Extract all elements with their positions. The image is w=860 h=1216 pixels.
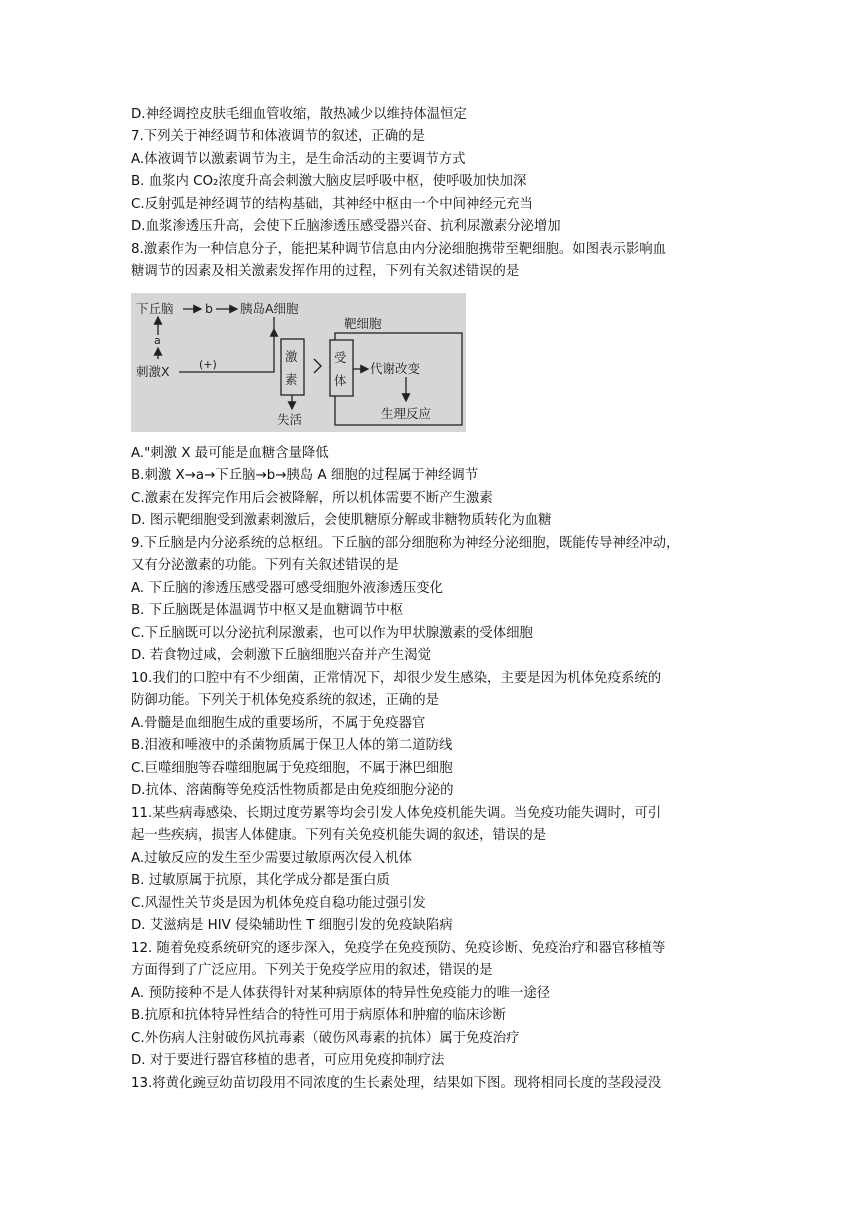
q9-option-a: A. 下丘脑的渗透压感受器可感受细胞外液渗透压变化 <box>131 581 444 596</box>
question-9-stem-line-2: 又有分泌激素的功能。下列有关叙述错误的是 <box>131 558 399 573</box>
hormone-char-2: 素 <box>285 372 298 387</box>
q11-option-d: D. 艾滋病是 HIV 侵染辅助性 T 细胞引发的免疫缺陷病 <box>131 918 453 933</box>
receptor-char-2: 体 <box>334 373 347 388</box>
q10-option-d: D.抗体、溶菌酶等免疫活性物质都是由免疫细胞分泌的 <box>131 783 454 798</box>
question-12-stem-line-2: 方面得到了广泛应用。下列关于免疫学应用的叙述，错误的是 <box>131 963 493 978</box>
question-11-stem-line-1: 11.某些病毒感染、长期过度劳累等均会引发人体免疫机能失调。当免疫功能失调时，可引 <box>131 806 662 821</box>
q8-option-b: B.刺激 X→a→下丘脑→b→胰岛 A 细胞的过程属于神经调节 <box>131 468 479 483</box>
metabolism-change-label: 代谢改变 <box>370 361 421 376</box>
q7-option-b: B. 血浆内 CO₂浓度升高会刺激大脑皮层呼吸中枢，使呼吸加快加深 <box>131 174 527 189</box>
target-cell-label: 靶细胞 <box>344 316 382 331</box>
question-8-stem-line-1: 8.激素作为一种信息分子，能把某种调节信息由内分泌细胞携带至靶细胞。如图表示影响血 <box>131 242 667 257</box>
q9-option-d: D. 若食物过咸，会刺激下丘脑细胞兴奋并产生渴觉 <box>131 648 432 663</box>
q7-option-c: C.反射弧是神经调节的结构基础，其神经中枢由一个中间神经元充当 <box>131 197 533 212</box>
question-8-stem-line-2: 糖调节的因素及相关激素发挥作用的过程，下列有关叙述错误的是 <box>131 264 520 279</box>
q8-option-d: D. 图示靶细胞受到激素刺激后，会使肌糖原分解或非糖物质转化为血糖 <box>131 513 552 528</box>
stimulus-x-label: 刺激X <box>136 364 170 379</box>
question-9-stem-line-1: 9.下丘脑是内分泌系统的总枢纽。下丘脑的部分细胞称为神经分泌细胞，既能传导神经冲动， <box>131 536 680 551</box>
q9-option-b: B. 下丘脑既是体温调节中枢又是血糖调节中枢 <box>131 603 404 618</box>
q11-option-a: A.过敏反应的发生至少需要过敏原两次侵入机体 <box>131 851 412 866</box>
plus-sign: (+) <box>199 358 217 371</box>
question-12-stem-line-1: 12. 随着免疫系统研究的逐步深入，免疫学在免疫预防、免疫诊断、免疫治疗和器官移植等 <box>131 941 666 956</box>
q10-option-c: C.巨噬细胞等吞噬细胞属于免疫细胞，不属于淋巴细胞 <box>131 761 453 776</box>
receptor-char-1: 受 <box>334 350 347 365</box>
q7-option-a: A.体液调节以激素调节为主，是生命活动的主要调节方式 <box>131 152 466 167</box>
q7-option-d: D.血浆渗透压升高，会使下丘脑渗透压感受器兴奋、抗利尿激素分泌增加 <box>131 219 561 234</box>
hormone-char-1: 激 <box>285 349 298 364</box>
q8-option-a: A."刺激 X 最可能是血糖含量降低 <box>131 446 329 461</box>
q8-option-c: C.激素在发挥完作用后会被降解，所以机体需要不断产生激素 <box>131 491 493 506</box>
arrow-x-to-islet <box>179 329 274 372</box>
q12-option-d: D. 对于要进行器官移植的患者，可应用免疫抑制疗法 <box>131 1053 445 1068</box>
b-label: b <box>205 301 213 316</box>
question-13-stem-line-1: 13.将黄化豌豆幼苗切段用不同浓度的生长素处理，结果如下图。现将相同长度的茎段浸没 <box>131 1076 662 1091</box>
islet-a-cell-label: 胰岛A细胞 <box>240 301 299 316</box>
q12-option-b: B.抗原和抗体特异性结合的特性可用于病原体和肿瘤的临床诊断 <box>131 1008 506 1023</box>
question-10-stem-line-1: 10.我们的口腔中有不少细菌，正常情况下，却很少发生感染，主要是因为机体免疫系统的 <box>131 671 662 686</box>
text-line: D.神经调控皮肤毛细血管收缩，散热减少以维持体温恒定 <box>131 107 467 122</box>
q12-option-c: C.外伤病人注射破伤风抗毒素（破伤风毒素的抗体）属于免疫治疗 <box>131 1031 520 1046</box>
chevron-hormone-to-receptor <box>314 359 321 373</box>
q10-option-b: B.泪液和唾液中的杀菌物质属于保卫人体的第二道防线 <box>131 738 453 753</box>
inactivation-label: 失活 <box>277 412 303 427</box>
physiological-response-label: 生理反应 <box>381 406 432 421</box>
question-7-stem: 7.下列关于神经调节和体液调节的叙述，正确的是 <box>131 129 425 144</box>
a-label: a <box>154 334 161 347</box>
q11-option-c: C.风湿性关节炎是因为机体免疫自稳功能过强引发 <box>131 896 426 911</box>
q10-option-a: A.骨髓是血细胞生成的重要场所，不属于免疫器官 <box>131 716 426 731</box>
blood-glucose-regulation-diagram <box>131 293 466 432</box>
question-10-stem-line-2: 防御功能。下列关于机体免疫系统的叙述，正确的是 <box>131 693 439 708</box>
q9-option-c: C.下丘脑既可以分泌抗利尿激素，也可以作为甲状腺激素的受体细胞 <box>131 626 533 641</box>
question-11-stem-line-2: 起一些疾病，损害人体健康。下列有关免疫机能失调的叙述，错误的是 <box>131 828 547 843</box>
q12-option-a: A. 预防接种不是人体获得针对某种病原体的特异性免疫能力的唯一途径 <box>131 986 551 1001</box>
hypothalamus-label: 下丘脑 <box>136 301 174 316</box>
q11-option-b: B. 过敏原属于抗原，其化学成分都是蛋白质 <box>131 873 390 888</box>
